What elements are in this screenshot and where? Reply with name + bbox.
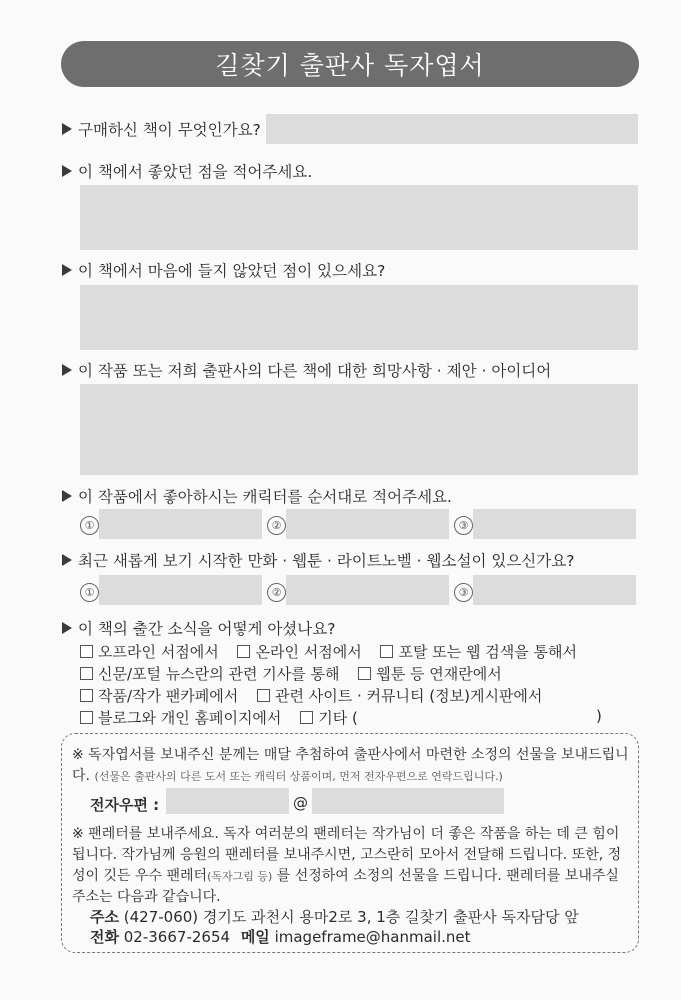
question-4 (62, 359, 551, 381)
fanletter-notice: ※ 팬레터를 보내주세요. 독자 여러분의 팬레터는 작가님이 더 좋은 작품을 하는 데 큰 힘이 됩니다. 작가님께 응원의 팬레터를 보내주시면, 고스란히 모아서 전달해 드립니다. 또한, 정성이 깃든 우수 팬레터(독자그림 등) 를 선정하여 소정의 선물을 드립니다. 팬레터를 보내주실 주소는 다음과 같습니다. (72, 826, 622, 905)
triangle-bullet-icon (62, 622, 72, 634)
title-field-2[interactable] (286, 575, 449, 605)
option-fancafe[interactable]: 작품/작가 팬카페에서 (80, 687, 238, 705)
option-news[interactable]: 신문/포털 뉴스란의 관련 기사를 통해 (80, 665, 339, 683)
checkbox-icon[interactable] (80, 689, 93, 702)
options-row-4 (80, 707, 358, 728)
checkbox-icon[interactable] (80, 667, 93, 680)
option-webtoon[interactable]: 웹툰 등 연재란에서 (358, 665, 501, 683)
question-1 (62, 118, 261, 140)
option-portal[interactable]: 포탈 또는 웹 검색을 통해서 (380, 643, 576, 661)
checkbox-icon[interactable] (358, 667, 371, 680)
answer-field-book-title[interactable] (266, 114, 638, 144)
email-label: 전자우편 : (90, 796, 160, 814)
card-title: 길찾기 출판사 독자엽서 (61, 41, 639, 87)
question-3-text: 이 책에서 마음에 들지 않았던 점이 있으세요? (78, 262, 386, 280)
options-row-3 (80, 685, 542, 706)
gift-notice: ※ 독자엽서를 보내주신 분께는 매달 추첨하여 출판사에서 마련한 소정의 선물을 보내드립니다. (선물은 출판사의 다른 도서 또는 캐릭터 상품이며, 먼저 전자우편으로 연락드립니다.) (72, 747, 629, 784)
question-5 (62, 485, 452, 507)
question-7 (62, 617, 335, 639)
character-field-2[interactable] (286, 509, 449, 539)
email-id-field[interactable] (166, 788, 289, 814)
character-field-3[interactable] (473, 509, 636, 539)
rank-1-label: ① (80, 516, 99, 535)
checkbox-icon[interactable] (237, 645, 250, 658)
rank-3-label: ③ (454, 516, 473, 535)
question-6-text: 최근 새롭게 보기 시작한 만화 · 웹툰 · 라이트노벨 · 웹소설이 있으신가요? (78, 552, 575, 570)
character-field-1[interactable] (99, 509, 262, 539)
checkbox-icon[interactable] (80, 711, 93, 724)
email-domain-field[interactable] (312, 788, 504, 814)
rank-1-label: ① (80, 583, 99, 602)
option-online[interactable]: 온라인 서점에서 (237, 643, 361, 661)
question-1-text: 구매하신 책이 무엇인가요? (78, 121, 261, 139)
title-field-3[interactable] (473, 575, 636, 605)
triangle-bullet-icon (62, 264, 72, 276)
checkbox-icon[interactable] (300, 711, 313, 724)
checkbox-icon[interactable] (257, 689, 270, 702)
answer-field-suggestions[interactable] (80, 384, 638, 475)
title-field-1[interactable] (99, 575, 262, 605)
email-at-sign: @ (293, 794, 308, 812)
answer-field-liked[interactable] (80, 185, 638, 250)
question-2 (62, 160, 312, 182)
triangle-bullet-icon (62, 554, 72, 566)
triangle-bullet-icon (62, 364, 72, 376)
triangle-bullet-icon (62, 490, 72, 502)
question-4-text: 이 작품 또는 저희 출판사의 다른 책에 대한 희망사항 · 제안 · 아이디어 (78, 362, 552, 380)
triangle-bullet-icon (62, 123, 72, 135)
option-etc-close-paren: ) (596, 707, 602, 725)
option-offline[interactable]: 오프라인 서점에서 (80, 643, 219, 661)
rank-2-label: ② (267, 583, 286, 602)
checkbox-icon[interactable] (80, 645, 93, 658)
option-etc[interactable]: 기타 ( (300, 709, 358, 727)
rank-2-label: ② (267, 516, 286, 535)
question-6 (62, 549, 574, 571)
contact-line: 전화 02-3667-2654 메일 imageframe@hanmail.net (90, 928, 471, 946)
checkbox-icon[interactable] (380, 645, 393, 658)
question-2-text: 이 책에서 좋았던 점을 적어주세요. (78, 163, 313, 181)
option-community[interactable]: 관련 사이트 · 커뮤니티 (정보)게시판에서 (257, 687, 542, 705)
option-blog[interactable]: 블로그와 개인 홈페이지에서 (80, 709, 281, 727)
question-3 (62, 259, 385, 281)
options-row-2 (80, 663, 502, 684)
question-5-text: 이 작품에서 좋아하시는 캐릭터를 순서대로 적어주세요. (78, 488, 452, 506)
question-7-text: 이 책의 출간 소식을 어떻게 아셨나요? (78, 620, 336, 638)
triangle-bullet-icon (62, 165, 72, 177)
options-row-1 (80, 641, 577, 662)
address-line: 주소 (427-060) 경기도 과천시 용마2로 3, 1층 길찾기 출판사 독자담당 앞 (90, 908, 579, 926)
answer-field-disliked[interactable] (80, 285, 638, 350)
rank-3-label: ③ (454, 583, 473, 602)
